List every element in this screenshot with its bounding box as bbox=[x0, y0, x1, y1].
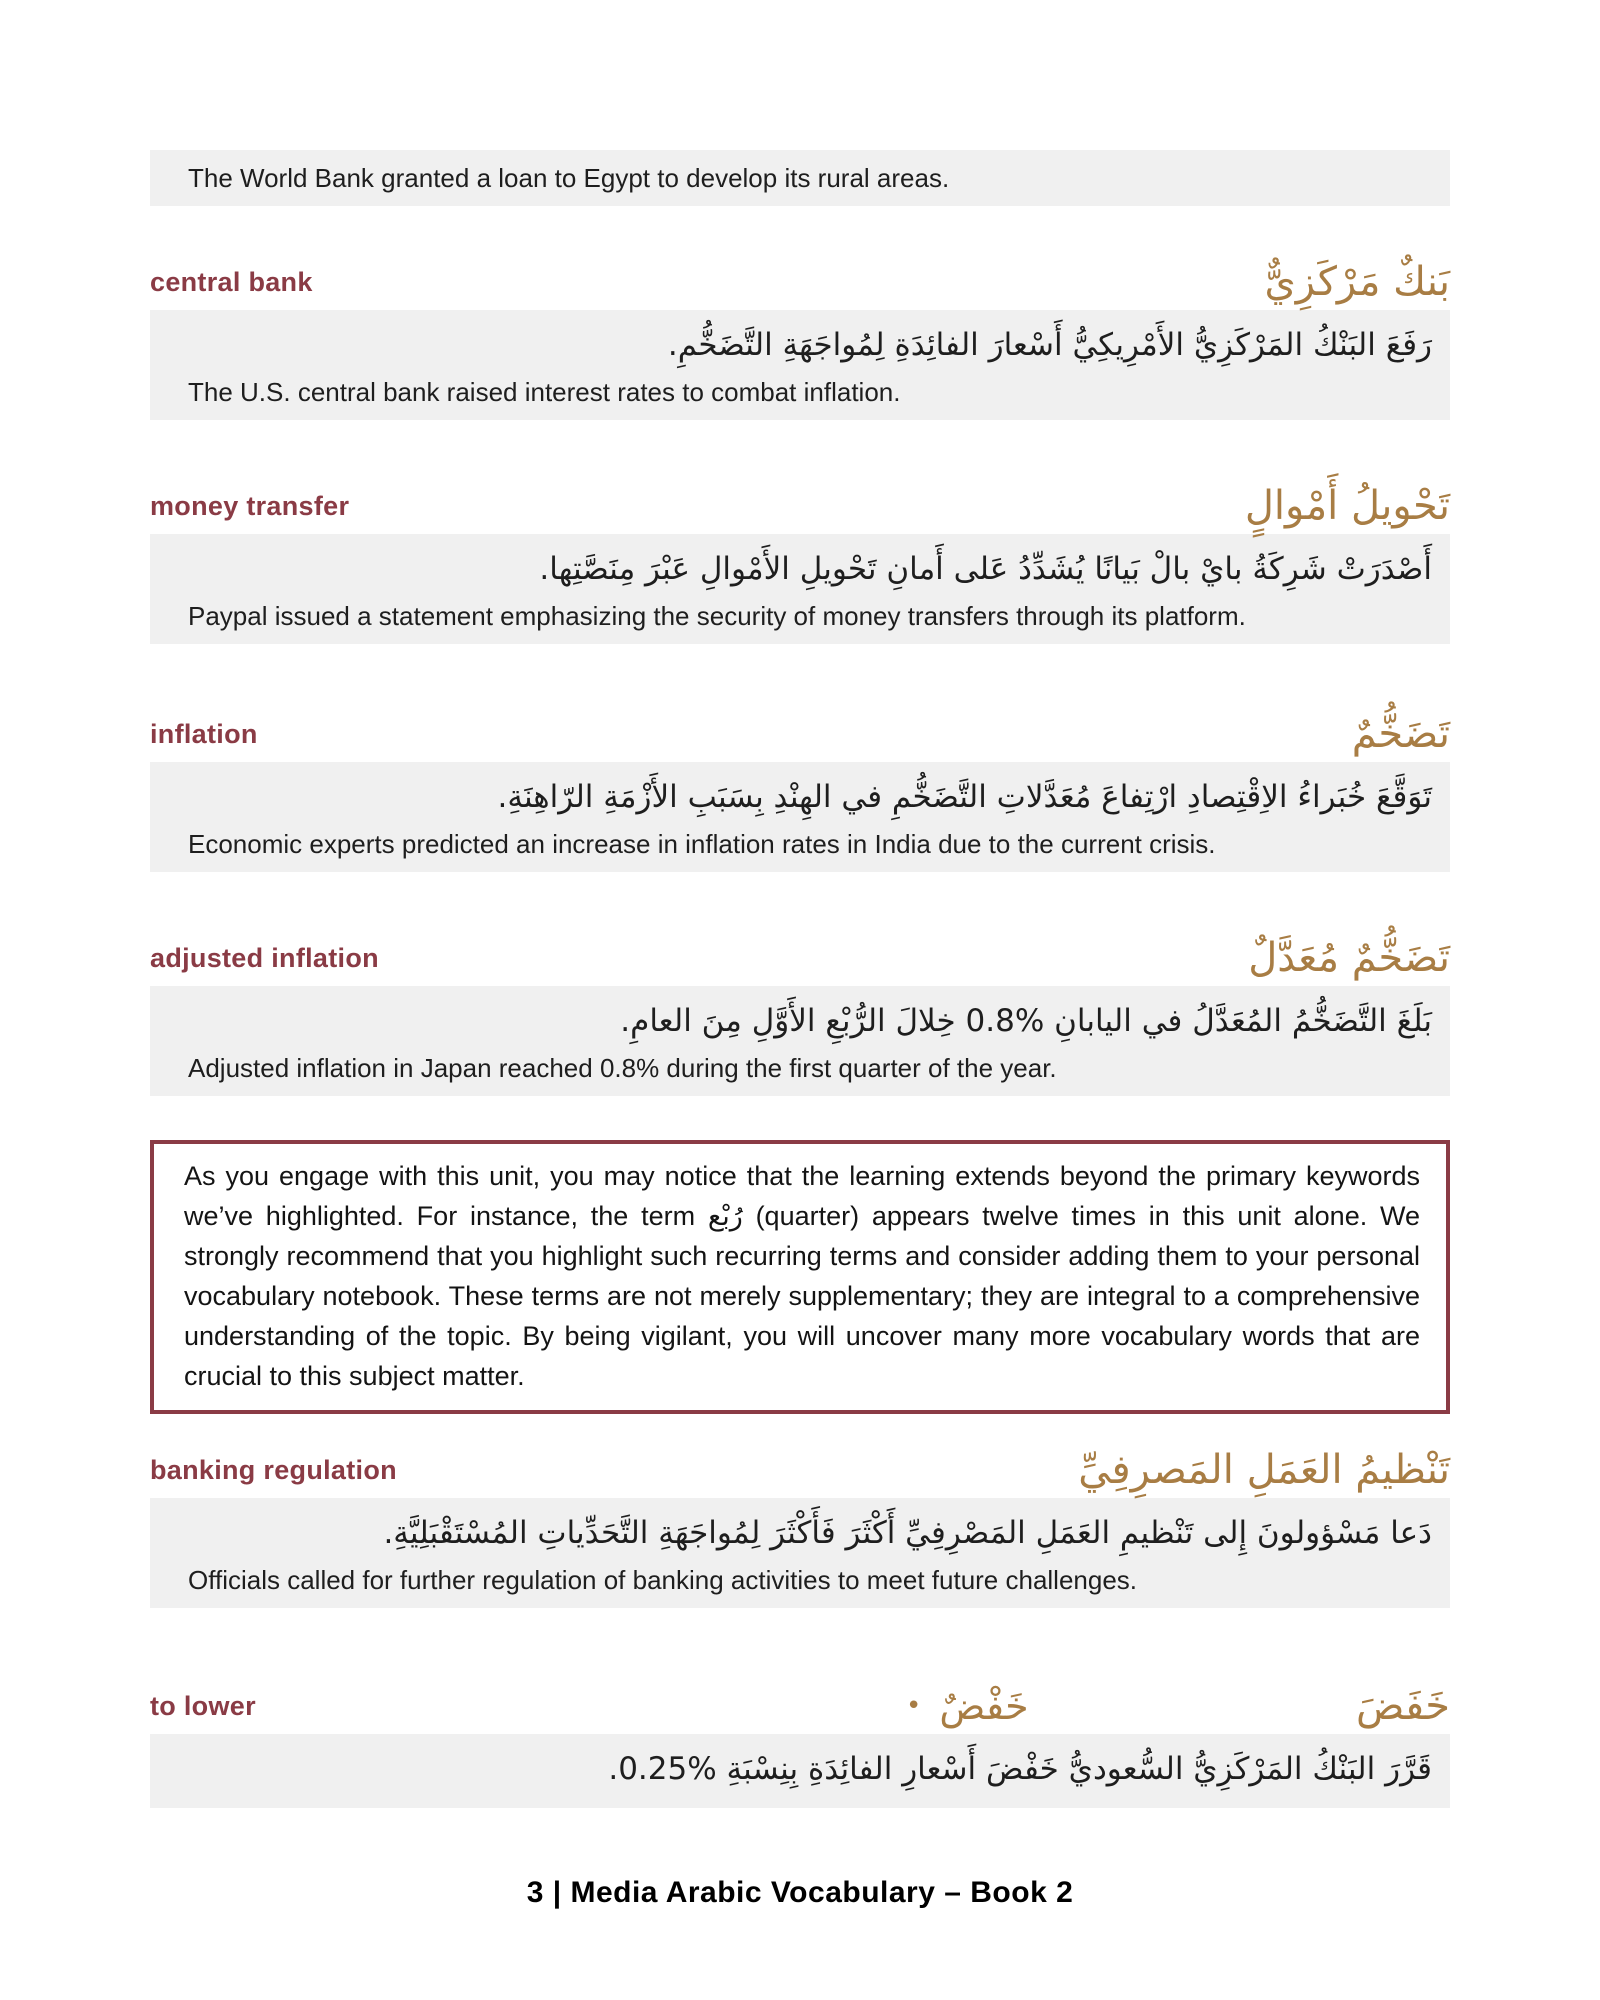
english-term: central bank bbox=[150, 267, 313, 297]
example-box bbox=[150, 310, 1450, 420]
vocab-entry-to-lower bbox=[150, 1664, 1450, 1808]
entry-head bbox=[150, 464, 1450, 530]
english-term: to lower bbox=[150, 1691, 256, 1721]
example-box bbox=[150, 1734, 1450, 1808]
arabic-variant-term bbox=[906, 1684, 1029, 1728]
arabic-variant-word: خَفْضٌ bbox=[939, 1684, 1029, 1728]
english-example-translation: Officials called for further regulation of banking activities to meet future challenges. bbox=[188, 1565, 1138, 1595]
arabic-headword: تَضَخُّمٌ bbox=[1351, 711, 1450, 757]
page-footer: 3 | Media Arabic Vocabulary – Book 2 bbox=[526, 1876, 1074, 1909]
entry-head bbox=[150, 692, 1450, 758]
arabic-example-sentence: رَفَعَ البَنْكُ المَرْكَزِيُّ الأَمْرِيكِيُّ أَسْعارَ الفائِدَةِ لِمُواجَهَةِ التَّضَخُّمِ. bbox=[667, 327, 1432, 363]
english-term: inflation bbox=[150, 719, 258, 749]
carryover-translation-text: The World Bank granted a loan to Egypt to develop its rural areas. bbox=[188, 162, 950, 193]
arabic-headword: خَفَضَ bbox=[1356, 1683, 1450, 1729]
arabic-example-sentence: دَعا مَسْؤولونَ إِلى تَنْظيمِ العَمَلِ المَصْرِفِيِّ أَكْثَرَ فَأَكْثَرَ لِمُواجَهَةِ التَّحَدِّياتِ المُسْتَقْبَلِيَّةِ. bbox=[383, 1515, 1432, 1551]
entry-head bbox=[150, 916, 1450, 982]
english-term: money transfer bbox=[150, 491, 350, 521]
arabic-headword: بَنكٌ مَرْكَزِيٌّ bbox=[1264, 259, 1450, 305]
english-example-translation: Paypal issued a statement emphasizing the security of money transfers through its platform. bbox=[188, 601, 1246, 631]
study-note-box bbox=[150, 1140, 1450, 1414]
entry-head bbox=[150, 1428, 1450, 1494]
arabic-example-sentence: قَرَّرَ البَنْكُ المَرْكَزِيُّ السُّعوديُّ خَفْضَ أَسْعارِ الفائِدَةِ بِنِسْبَةِ %0.25. bbox=[608, 1751, 1432, 1787]
page-content bbox=[150, 0, 1450, 1910]
vocab-entry-central-bank bbox=[150, 240, 1450, 420]
english-example-translation: The U.S. central bank raised interest rates to combat inflation. bbox=[188, 377, 901, 407]
english-term: adjusted inflation bbox=[150, 943, 379, 973]
example-box bbox=[150, 534, 1450, 644]
arabic-example-sentence: بَلَغَ التَّضَخُّمُ المُعَدَّلُ في اليابانِ %0.8 خِلالَ الرُّبْعِ الأَوَّلِ مِنَ العامِ. bbox=[620, 1003, 1432, 1039]
entry-head bbox=[150, 240, 1450, 306]
arabic-headword: تَضَخُّمٌ مُعَدَّلٌ bbox=[1248, 935, 1450, 981]
entry-head bbox=[150, 1664, 1450, 1730]
example-box bbox=[150, 1498, 1450, 1608]
arabic-example-sentence: تَوَقَّعَ خُبَراءُ الاِقْتِصادِ ارْتِفاعَ مُعَدَّلاتِ التَّضَخُّمِ في الهِنْدِ بِسَبَبِ الأَزْمَةِ الرّاهِنَةِ. bbox=[497, 779, 1432, 815]
arabic-headword: تَحْويلُ أَمْوالٍ bbox=[1244, 483, 1450, 529]
arabic-headword: تَنْظيمُ العَمَلِ المَصرِفِيِّ bbox=[1078, 1447, 1450, 1493]
carryover-translation-box bbox=[150, 150, 1450, 206]
english-example-translation: Adjusted inflation in Japan reached 0.8% during the first quarter of the year. bbox=[188, 1053, 1057, 1083]
english-term: banking regulation bbox=[150, 1455, 397, 1485]
vocab-entry-money-transfer bbox=[150, 464, 1450, 644]
example-box bbox=[150, 762, 1450, 872]
vocab-entry-banking-regulation bbox=[150, 1428, 1450, 1608]
example-box bbox=[150, 986, 1450, 1096]
arabic-example-sentence: أَصْدَرَتْ شَرِكَةُ بايْ بالْ بَيانًا يُشَدِّدُ عَلى أَمانِ تَحْويلِ الأَمْوالِ عَبْرَ مِنَصَّتِها. bbox=[539, 551, 1432, 587]
vocab-entry-inflation bbox=[150, 692, 1450, 872]
study-note-text: As you engage with this unit, you may notice that the learning extends beyond the primary keywords we’ve highlighted. For instance, the term رُبْع (quarter) appears twelve times in this unit alone. We strongly recommend that you highlight such recurring terms and consider adding them to your personal vocabulary notebook. These terms are not merely supplementary; they are integral to a comprehensive understanding of the topic. By being vigilant, you will uncover many more vocabulary words that are crucial to this subject matter. bbox=[184, 1161, 1420, 1391]
vocab-entry-adjusted-inflation bbox=[150, 916, 1450, 1096]
bullet-icon: • bbox=[906, 1691, 922, 1721]
english-example-translation: Economic experts predicted an increase in inflation rates in India due to the current crisis. bbox=[188, 829, 1216, 859]
